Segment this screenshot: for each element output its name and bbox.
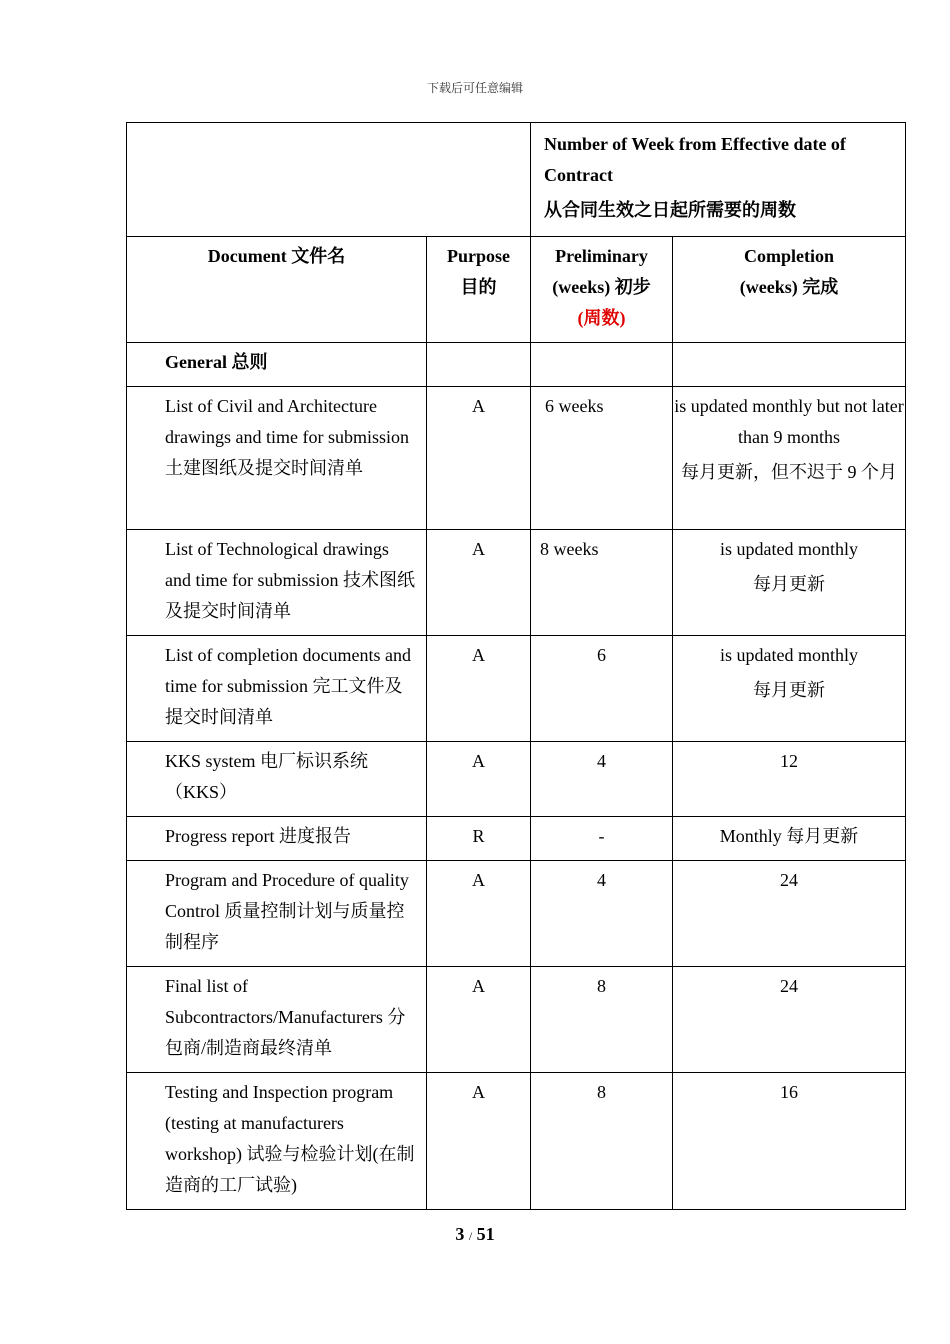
purpose-zh: 目的 [460, 277, 497, 297]
row-completion: Monthly 每月更新 [673, 817, 906, 861]
page-separator: / [468, 1229, 473, 1243]
empty-header-cell [127, 123, 531, 237]
row-document: Progress report 进度报告 [127, 817, 427, 861]
section-title: General 总则 [127, 343, 427, 387]
row-completion [673, 387, 906, 530]
row-document: List of Technological drawings and time for submission 技术图纸及提交时间清单 [127, 530, 427, 636]
page-number [0, 1224, 950, 1245]
table-row [127, 742, 906, 817]
row-preliminary: 6 weeks [531, 387, 673, 530]
row-completion [673, 636, 906, 742]
header-note: 下载后可任意编辑 [426, 81, 523, 95]
table-row [127, 530, 906, 636]
row-completion: 24 [673, 861, 906, 967]
preliminary-l3: (周数) [577, 308, 626, 328]
row-preliminary: 8 weeks [531, 530, 673, 636]
row-purpose: R [427, 817, 531, 861]
column-header-row [127, 237, 906, 343]
completion-en: is updated monthly [720, 539, 858, 559]
purpose-en: Purpose [447, 246, 510, 266]
row-preliminary: 4 [531, 742, 673, 817]
row-purpose: A [427, 742, 531, 817]
page-current: 3 [455, 1224, 465, 1244]
col-header-purpose [427, 237, 531, 343]
table-row [127, 636, 906, 742]
completion-l1: Completion [744, 246, 834, 266]
empty-cell [531, 343, 673, 387]
document-schedule-table [126, 122, 906, 1210]
row-document: Program and Procedure of quality Control 质量控制计划与质量控制程序 [127, 861, 427, 967]
preliminary-l1: Preliminary [555, 246, 648, 266]
row-preliminary: 8 [531, 967, 673, 1073]
table-row [127, 967, 906, 1073]
week-span-header-en: Number of Week from Effective date of Contract [544, 134, 846, 185]
row-purpose: A [427, 967, 531, 1073]
row-purpose: A [427, 387, 531, 530]
table-row [127, 387, 906, 530]
span-header-row [127, 123, 906, 237]
week-span-header-zh: 从合同生效之日起所需要的周数 [544, 200, 796, 220]
completion-zh: 每月更新，但不迟于 9 个月 [681, 462, 897, 482]
row-document: Testing and Inspection program (testing at manufacturers workshop) 试验与检验计划(在制造商的工厂试验) [127, 1073, 427, 1210]
week-span-header [531, 123, 906, 237]
completion-zh: 每月更新 [753, 574, 825, 594]
completion-en: is updated monthly but not later than 9 months [674, 396, 904, 447]
col-header-preliminary [531, 237, 673, 343]
col-header-completion [673, 237, 906, 343]
row-document: List of completion documents and time for submission 完工文件及提交时间清单 [127, 636, 427, 742]
row-preliminary: - [531, 817, 673, 861]
completion-zh: 每月更新 [753, 680, 825, 700]
row-purpose: A [427, 636, 531, 742]
row-preliminary: 4 [531, 861, 673, 967]
table-row [127, 817, 906, 861]
empty-cell [673, 343, 906, 387]
col-header-document: Document 文件名 [127, 237, 427, 343]
table-row [127, 861, 906, 967]
completion-en: is updated monthly [720, 645, 858, 665]
row-completion: 24 [673, 967, 906, 1073]
table-row [127, 1073, 906, 1210]
row-document: List of Civil and Architecture drawings and time for submission 土建图纸及提交时间清单 [127, 387, 427, 530]
preliminary-l2: (weeks) 初步 [552, 277, 651, 297]
row-completion [673, 530, 906, 636]
row-purpose: A [427, 530, 531, 636]
completion-l2: (weeks) 完成 [739, 277, 839, 297]
empty-cell [427, 343, 531, 387]
row-document: Final list of Subcontractors/Manufacturers 分包商/制造商最终清单 [127, 967, 427, 1073]
row-purpose: A [427, 861, 531, 967]
row-document: KKS system 电厂标识系统（KKS） [127, 742, 427, 817]
row-preliminary: 6 [531, 636, 673, 742]
row-completion: 16 [673, 1073, 906, 1210]
row-completion: 12 [673, 742, 906, 817]
row-purpose: A [427, 1073, 531, 1210]
row-preliminary: 8 [531, 1073, 673, 1210]
section-row [127, 343, 906, 387]
page-total: 51 [476, 1224, 495, 1244]
